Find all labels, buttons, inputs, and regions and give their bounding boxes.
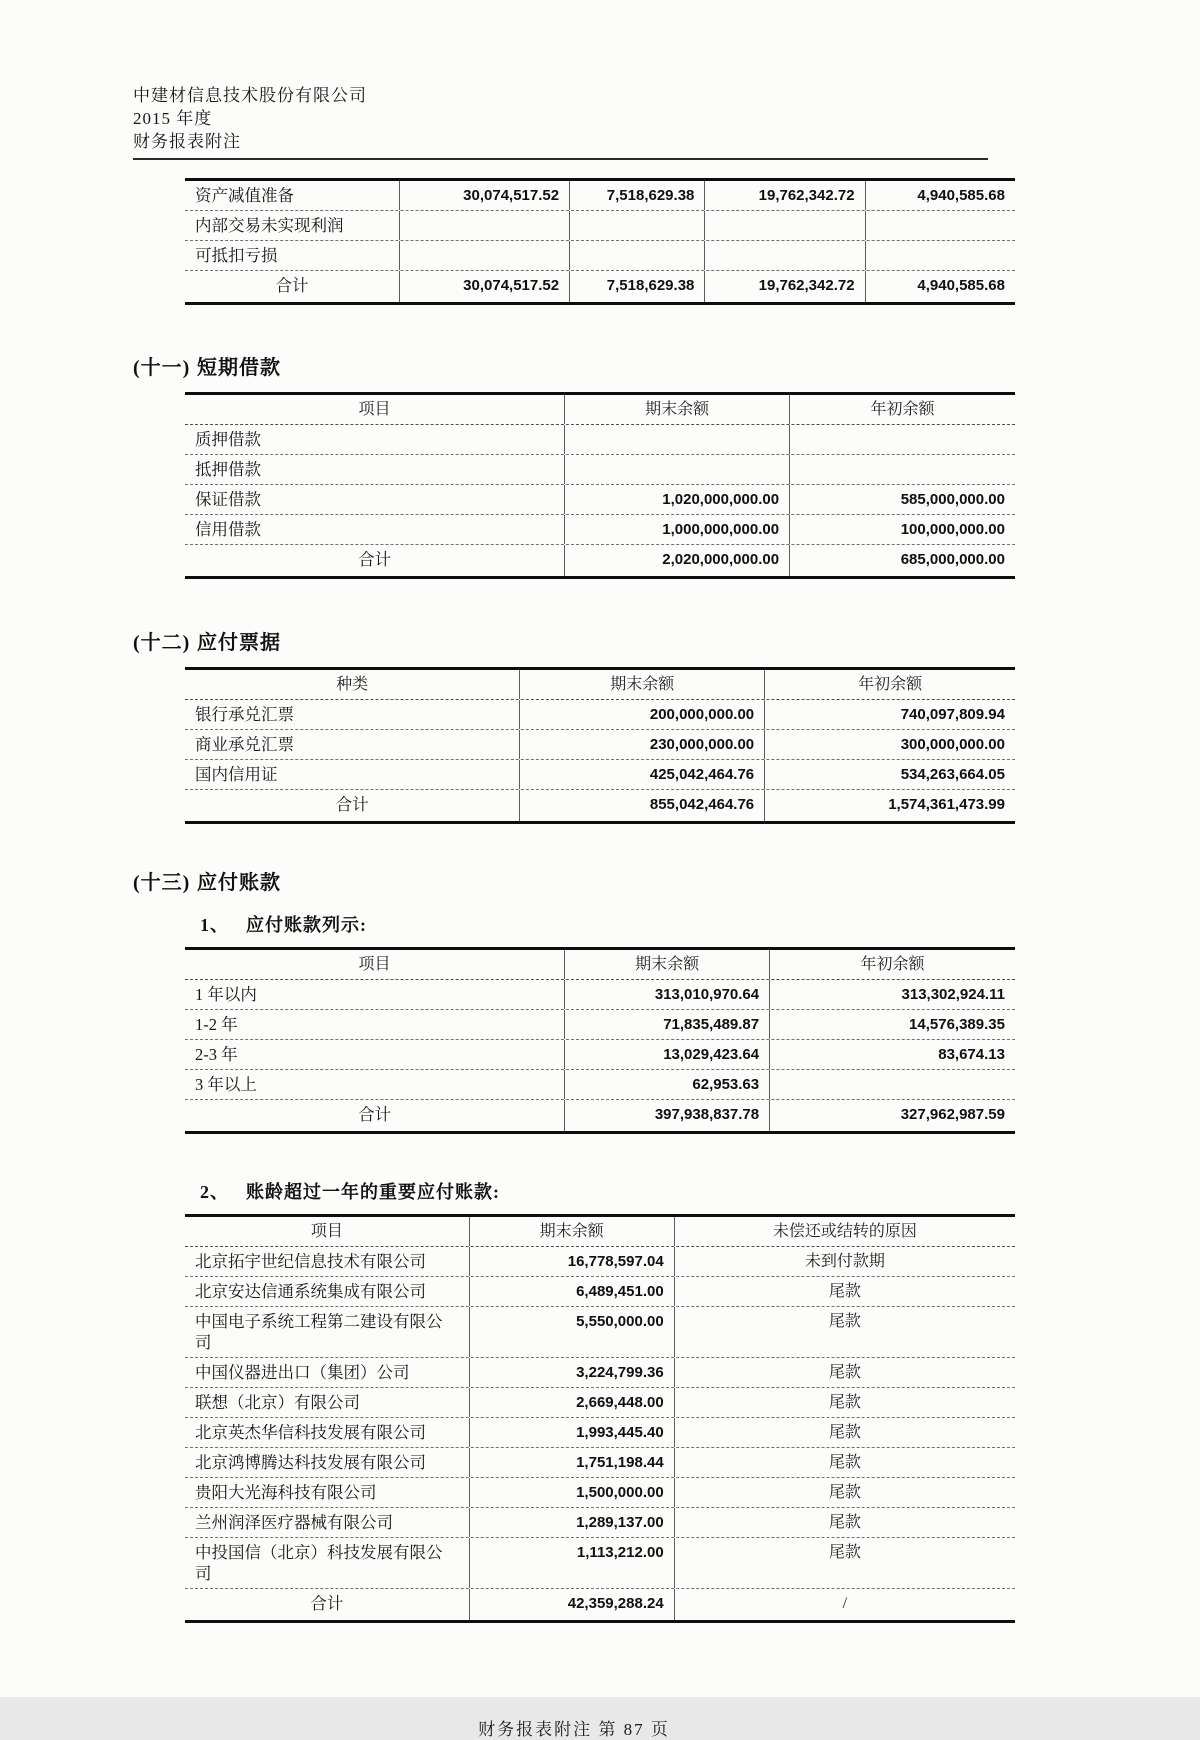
table-row xyxy=(185,980,1015,1010)
table-row xyxy=(185,1247,1015,1277)
subsection-heading xyxy=(200,911,1015,937)
column-header: 期末余额 xyxy=(565,950,770,979)
cell-value: 7,518,629.38 xyxy=(570,271,705,302)
row-label: 合计 xyxy=(185,545,565,576)
cell-value xyxy=(866,241,1015,270)
row-label: 北京拓宇世纪信息技术有限公司 xyxy=(185,1247,470,1276)
table-row xyxy=(185,760,1015,790)
cell-value: 2,669,448.00 xyxy=(470,1388,675,1417)
column-header: 年初余额 xyxy=(870,401,935,418)
section-title: 应付账款 xyxy=(197,872,281,894)
cell-value: 7,518,629.38 xyxy=(570,181,705,210)
cell-value: 534,263,664.05 xyxy=(900,766,1005,783)
cell-value xyxy=(866,211,1015,240)
cell-value: 855,042,464.76 xyxy=(520,790,765,821)
accounts-payable-aging-table xyxy=(185,947,1015,1134)
row-label: 质押借款 xyxy=(185,425,565,454)
short-term-loans-table xyxy=(185,392,1015,579)
table-row xyxy=(185,1040,1015,1070)
row-label: 合计 xyxy=(185,271,400,302)
table-row xyxy=(185,1478,1015,1508)
column-header: 未偿还或结转的原因 xyxy=(772,1223,917,1240)
cell-value: 2,020,000,000.00 xyxy=(565,545,790,576)
table-header-row xyxy=(185,950,1015,980)
table-row xyxy=(185,730,1015,760)
row-label: 合计 xyxy=(185,1589,470,1620)
cell-value: 6,489,451.00 xyxy=(470,1277,675,1306)
subsection-number: 2、 xyxy=(200,1182,229,1202)
total-row xyxy=(185,271,1015,302)
cell-value: 1,289,137.00 xyxy=(470,1508,675,1537)
cell-value: 300,000,000.00 xyxy=(900,736,1005,753)
row-label: 合计 xyxy=(185,790,520,821)
cell-value xyxy=(790,425,1015,454)
table-row xyxy=(185,1538,1015,1589)
table-row xyxy=(185,455,1015,485)
cell-value: 3,224,799.36 xyxy=(470,1358,675,1387)
row-label: 3 年以上 xyxy=(185,1070,565,1099)
cell-value: 1,500,000.00 xyxy=(470,1478,675,1507)
total-row xyxy=(185,1100,1015,1131)
table-row xyxy=(185,1277,1015,1307)
section-accounts-payable xyxy=(133,866,1015,1623)
table-row xyxy=(185,241,1015,271)
cell-value xyxy=(770,1070,1015,1099)
accounts-payable-over-one-year-block xyxy=(133,1178,1015,1623)
row-label: 国内信用证 xyxy=(185,760,520,789)
column-header: 期末余额 xyxy=(520,670,765,699)
cell-value: 尾款 xyxy=(828,1364,861,1381)
subsection-title: 账龄超过一年的重要应付账款: xyxy=(246,1182,500,1202)
cell-value xyxy=(400,241,570,270)
section-title: 应付票据 xyxy=(197,632,281,654)
column-header: 年初余额 xyxy=(858,676,923,693)
cell-value: 19,762,342.72 xyxy=(705,271,865,302)
cell-value: 100,000,000.00 xyxy=(900,521,1005,538)
column-header: 年初余额 xyxy=(860,956,925,973)
cell-value: 4,940,585.68 xyxy=(917,187,1005,204)
section-heading xyxy=(133,626,1015,655)
column-header: 项目 xyxy=(185,950,565,979)
cell-value: / xyxy=(842,1595,848,1612)
table-row xyxy=(185,700,1015,730)
total-row xyxy=(185,1589,1015,1620)
row-label: 1-2 年 xyxy=(185,1010,565,1039)
notes-payable-table xyxy=(185,667,1015,824)
table-row xyxy=(185,181,1015,211)
cell-value: 1,020,000,000.00 xyxy=(565,485,790,514)
cell-value: 尾款 xyxy=(828,1484,861,1501)
cell-value xyxy=(570,211,705,240)
cell-value: 尾款 xyxy=(828,1313,861,1330)
cell-value: 4,940,585.68 xyxy=(917,277,1005,294)
cell-value xyxy=(570,241,705,270)
cell-value: 尾款 xyxy=(828,1394,861,1411)
cell-value: 230,000,000.00 xyxy=(520,730,765,759)
document-title: 财务报表附注 xyxy=(133,132,241,151)
table-row xyxy=(185,1358,1015,1388)
row-label: 信用借款 xyxy=(185,515,565,544)
row-label: 资产减值准备 xyxy=(185,181,400,210)
column-header: 种类 xyxy=(185,670,520,699)
cell-value: 30,074,517.52 xyxy=(400,181,570,210)
table-row xyxy=(185,1508,1015,1538)
column-header: 项目 xyxy=(185,1217,470,1246)
cell-value: 740,097,809.94 xyxy=(900,706,1005,723)
table-header-row xyxy=(185,1217,1015,1247)
row-label: 中国电子系统工程第二建设有限公司 xyxy=(185,1307,470,1357)
table-row xyxy=(185,1010,1015,1040)
cell-value: 16,778,597.04 xyxy=(470,1247,675,1276)
cell-value: 313,010,970.64 xyxy=(565,980,770,1009)
cell-value: 1,751,198.44 xyxy=(470,1448,675,1477)
table-row xyxy=(185,1070,1015,1100)
cell-value xyxy=(705,241,865,270)
cell-value: 42,359,288.24 xyxy=(470,1589,675,1620)
row-label: 1 年以内 xyxy=(185,980,565,1009)
cell-value: 327,962,987.59 xyxy=(900,1106,1005,1123)
subsection-heading xyxy=(200,1178,1015,1204)
cell-value: 425,042,464.76 xyxy=(520,760,765,789)
section-short-term-loans xyxy=(133,351,1015,579)
column-header: 项目 xyxy=(185,395,565,424)
cell-value: 1,113,212.00 xyxy=(470,1538,675,1588)
impairment-table xyxy=(185,178,1015,305)
row-label: 抵押借款 xyxy=(185,455,565,484)
cell-value: 585,000,000.00 xyxy=(900,491,1005,508)
section-title: 短期借款 xyxy=(197,357,281,379)
subsection-title: 应付账款列示: xyxy=(246,915,367,935)
report-year: 2015 年度 xyxy=(133,109,213,128)
column-header: 期末余额 xyxy=(470,1217,675,1246)
cell-value xyxy=(565,455,790,484)
section-notes-payable xyxy=(133,626,1015,824)
cell-value: 14,576,389.35 xyxy=(909,1016,1005,1033)
impairment-section xyxy=(133,178,1015,305)
cell-value: 200,000,000.00 xyxy=(520,700,765,729)
table-header-row xyxy=(185,395,1015,425)
row-label: 中国仪器进出口（集团）公司 xyxy=(185,1358,470,1387)
cell-value: 397,938,837.78 xyxy=(565,1100,770,1131)
subsection-number: 1、 xyxy=(200,915,229,935)
page-footer: 财务报表附注 第 87 页 xyxy=(478,1720,670,1739)
row-label: 商业承兑汇票 xyxy=(185,730,520,759)
section-number: (十一) xyxy=(133,357,191,379)
cell-value: 685,000,000.00 xyxy=(900,551,1005,568)
section-number: (十二) xyxy=(133,632,191,654)
table-row xyxy=(185,1448,1015,1478)
cell-value: 71,835,489.87 xyxy=(565,1010,770,1039)
cell-value xyxy=(705,211,865,240)
row-label: 内部交易未实现利润 xyxy=(185,211,400,240)
row-label: 北京鸿博腾达科技发展有限公司 xyxy=(185,1448,470,1477)
document-header xyxy=(133,84,1015,160)
cell-value: 尾款 xyxy=(828,1544,861,1561)
total-row xyxy=(185,790,1015,821)
header-divider xyxy=(133,158,988,160)
accounts-payable-listing-block xyxy=(133,911,1015,1134)
cell-value xyxy=(400,211,570,240)
cell-value: 1,000,000,000.00 xyxy=(565,515,790,544)
table-row xyxy=(185,211,1015,241)
row-label: 银行承兑汇票 xyxy=(185,700,520,729)
cell-value: 30,074,517.52 xyxy=(400,271,570,302)
cell-value xyxy=(565,425,790,454)
row-label: 贵阳大光海科技有限公司 xyxy=(185,1478,470,1507)
cell-value: 13,029,423.64 xyxy=(565,1040,770,1069)
row-label: 联想（北京）有限公司 xyxy=(185,1388,470,1417)
row-label: 保证借款 xyxy=(185,485,565,514)
table-row xyxy=(185,425,1015,455)
table-row xyxy=(185,1388,1015,1418)
cell-value: 62,953.63 xyxy=(565,1070,770,1099)
cell-value: 83,674.13 xyxy=(938,1046,1005,1063)
row-label: 北京安达信通系统集成有限公司 xyxy=(185,1277,470,1306)
cell-value: 313,302,924.11 xyxy=(901,986,1005,1003)
total-row xyxy=(185,545,1015,576)
cell-value: 尾款 xyxy=(828,1454,861,1471)
table-row xyxy=(185,485,1015,515)
cell-value: 尾款 xyxy=(828,1283,861,1300)
row-label: 合计 xyxy=(185,1100,565,1131)
row-label: 可抵扣亏损 xyxy=(185,241,400,270)
cell-value: 5,550,000.00 xyxy=(470,1307,675,1357)
row-label: 兰州润泽医疗器械有限公司 xyxy=(185,1508,470,1537)
company-name: 中建材信息技术股份有限公司 xyxy=(133,86,367,105)
table-row xyxy=(185,1418,1015,1448)
cell-value: 尾款 xyxy=(828,1424,861,1441)
table-row xyxy=(185,515,1015,545)
cell-value: 未到付款期 xyxy=(804,1253,885,1270)
cell-value: 1,574,361,473.99 xyxy=(888,796,1005,813)
table-row xyxy=(185,1307,1015,1358)
cell-value: 1,993,445.40 xyxy=(470,1418,675,1447)
important-accounts-payable-table xyxy=(185,1214,1015,1623)
cell-value xyxy=(790,455,1015,484)
row-label: 中投国信（北京）科技发展有限公司 xyxy=(185,1538,470,1588)
section-heading xyxy=(133,866,1015,895)
row-label: 北京英杰华信科技发展有限公司 xyxy=(185,1418,470,1447)
cell-value: 尾款 xyxy=(828,1514,861,1531)
section-number: (十三) xyxy=(133,872,191,894)
table-header-row xyxy=(185,670,1015,700)
cell-value: 19,762,342.72 xyxy=(705,181,865,210)
column-header: 期末余额 xyxy=(565,395,790,424)
row-label: 2-3 年 xyxy=(185,1040,565,1069)
section-heading xyxy=(133,351,1015,380)
